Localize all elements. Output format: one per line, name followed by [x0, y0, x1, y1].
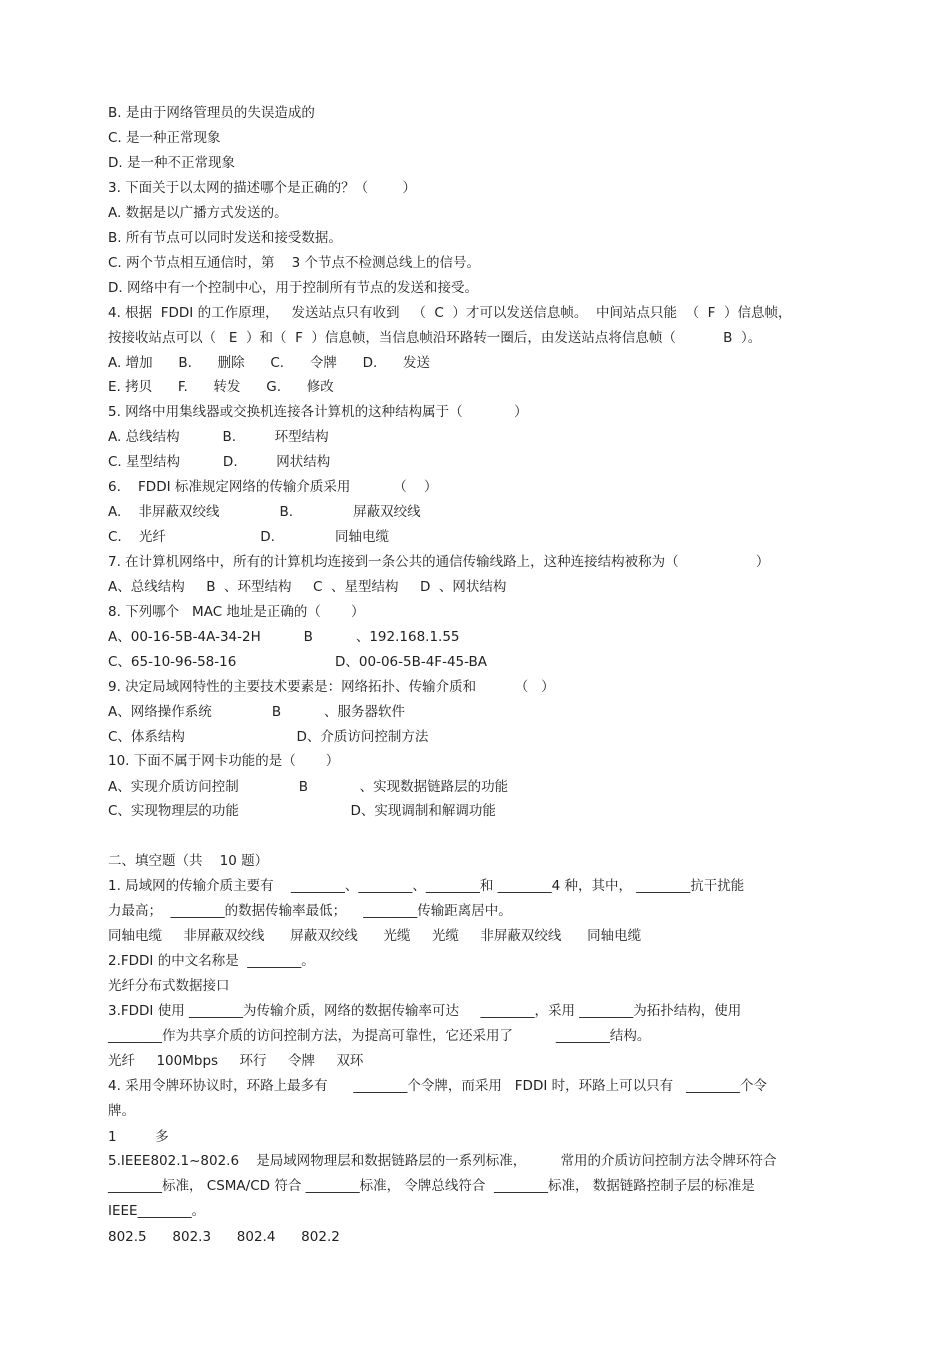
option-line: C. 两个节点相互通信时，第 3 个节点不检测总线上的信号。 [108, 255, 481, 271]
option-line: C. 星型结构 D. 网状结构 [108, 454, 331, 470]
answer-line: 802.5 802.3 802.4 802.2 [108, 1229, 340, 1245]
option-line: C、体系结构 D、介质访问控制方法 [108, 729, 429, 745]
question-line: 7. 在计算机网络中，所有的计算机均连接到一条公共的通信传输线路上，这种连接结构被称为（ ） [108, 554, 770, 570]
question-line: 4. 根据 FDDI 的工作原理， 发送站点只有收到 （ C ）才可以发送信息帧。 中间站点只能 （ F ）信息帧， [108, 305, 792, 321]
option-line: D. 是一种不正常现象 [108, 155, 235, 171]
question-line: 3.FDDI 使用 ________为传输介质，网络的数据传输率可达 ________，采用 ________为拓扑结构，使用 [108, 1003, 742, 1019]
option-line: A. 数据是以广播方式发送的。 [108, 205, 288, 221]
option-line: A、实现介质访问控制 B 、实现数据链路层的功能 [108, 779, 509, 795]
option-line: D. 网络中有一个控制中心，用于控制所有节点的发送和接受。 [108, 280, 478, 296]
question-line: 按接收站点可以（ E ）和（ F ）信息帧，当信息帧沿环路转一圈后，由发送站点将信息帧（ B ）。 [108, 330, 762, 346]
question-line: 4. 采用令牌环协议时，环路上最多有 ________个令牌，而采用 FDDI 时，环路上可以只有 ________个令 [108, 1078, 767, 1094]
option-line: C、65-10-96-58-16 D、00-06-5B-4F-45-BA [108, 654, 488, 670]
option-line: C、实现物理层的功能 D、实现调制和解调功能 [108, 803, 496, 819]
answer-line: 光纤分布式数据接口 [108, 978, 230, 994]
option-line: A、网络操作系统 B 、服务器软件 [108, 704, 405, 720]
answer-line: 同轴电缆 非屏蔽双绞线 屏蔽双绞线 光缆 光缆 非屏蔽双绞线 同轴电缆 [108, 928, 642, 944]
option-line: A. 非屏蔽双绞线 B. 屏蔽双绞线 [108, 504, 421, 520]
question-line: 8. 下列哪个 MAC 地址是正确的（ ） [108, 604, 365, 620]
question-line: 1. 局域网的传输介质主要有 ________、________、________和 ________4 种，其中， ________抗干扰能 [108, 878, 745, 894]
question-line: 6. FDDI 标准规定网络的传输介质采用 （ ） [108, 479, 438, 495]
question-line: ________作为共享介质的访问控制方法，为提高可靠性，它还采用了 ________结构。 [108, 1028, 651, 1044]
question-line: 牌。 [108, 1103, 135, 1119]
option-line: A、总线结构 B 、环型结构 C 、星型结构 D 、网状结构 [108, 579, 507, 595]
question-line: 5. 网络中用集线器或交换机连接各计算机的这种结构属于（ ） [108, 404, 528, 420]
question-line: 10. 下面不属于网卡功能的是（ ） [108, 753, 340, 769]
option-line: A. 总线结构 B. 环型结构 [108, 429, 329, 445]
option-line: C. 是一种正常现象 [108, 130, 221, 146]
question-line: 5.IEEE802.1~802.6 是局域网物理层和数据链路层的一系列标准， 常用的介质访问控制方法令牌环符合 [108, 1153, 777, 1169]
option-line: B. 是由于网络管理员的失误造成的 [108, 105, 315, 121]
option-line: C. 光纤 D. 同轴电缆 [108, 529, 390, 545]
option-line: A. 增加 B. 删除 C. 令牌 D. 发送 [108, 355, 431, 371]
question-line: ________标准， CSMA/CD 符合 ________标准， 令牌总线符合 ________标准， 数据链路控制子层的标准是 [108, 1178, 755, 1194]
option-line: B. 所有节点可以同时发送和接受数据。 [108, 230, 342, 246]
question-line: 2.FDDI 的中文名称是 ________。 [108, 953, 315, 969]
question-line: 9. 决定局域网特性的主要技术要素是：网络拓扑、传输介质和 （ ） [108, 679, 555, 695]
question-line: 力最高； ________的数据传输率最低； ________传输距离居中。 [108, 903, 512, 919]
section-heading: 二、填空题（共 10 题） [108, 853, 269, 869]
answer-line: 1 多 [108, 1129, 169, 1145]
answer-line: 光纤 100Mbps 环行 令牌 双环 [108, 1053, 364, 1069]
option-line: A、00-16-5B-4A-34-2H B 、192.168.1.55 [108, 629, 460, 645]
question-line: 3. 下面关于以太网的描述哪个是正确的？（ ） [108, 180, 417, 196]
question-line: IEEE________。 [108, 1203, 206, 1219]
option-line: E. 拷贝 F. 转发 G. 修改 [108, 379, 334, 395]
